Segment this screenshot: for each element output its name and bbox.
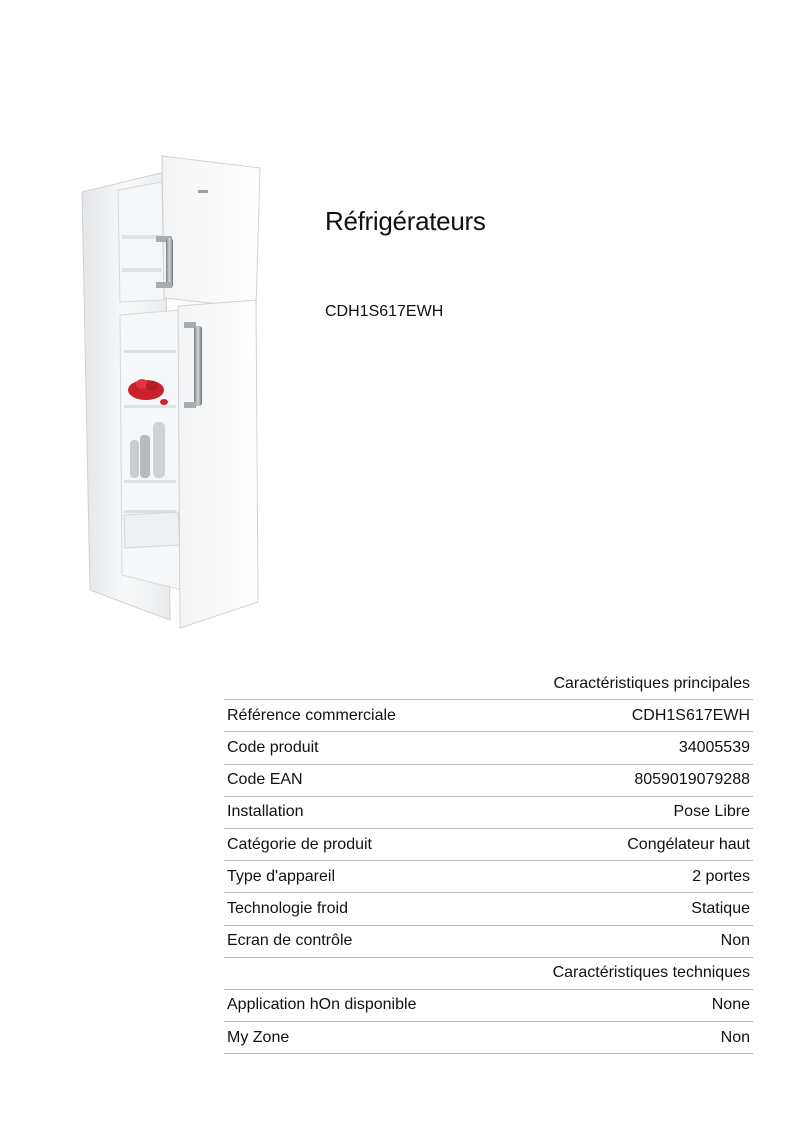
spec-value: Non — [483, 1022, 753, 1054]
page-title: Réfrigérateurs — [325, 206, 486, 236]
table-row — [224, 764, 753, 796]
section-heading: Caractéristiques principales — [483, 668, 753, 700]
spec-value: None — [483, 989, 753, 1021]
spec-value: 2 portes — [483, 861, 753, 893]
spec-label: Technologie froid — [224, 893, 483, 925]
spec-label: Application hOn disponible — [224, 989, 483, 1021]
spec-value: 8059019079288 — [483, 764, 753, 796]
table-row — [224, 1022, 753, 1054]
spec-value: Non — [483, 925, 753, 957]
table-row — [224, 796, 753, 828]
section-heading-spacer — [224, 957, 483, 989]
table-row — [224, 861, 753, 893]
product-code: CDH1S617EWH — [325, 303, 444, 320]
spec-label: Installation — [224, 796, 483, 828]
spec-label: My Zone — [224, 1022, 483, 1054]
section-heading-row — [224, 668, 753, 700]
spec-label: Référence commerciale — [224, 700, 483, 732]
section-heading: Caractéristiques techniques — [483, 957, 753, 989]
spec-value: Congélateur haut — [483, 828, 753, 860]
table-row — [224, 893, 753, 925]
spec-value: Pose Libre — [483, 796, 753, 828]
fridge-freezer-image — [70, 150, 270, 635]
table-row — [224, 732, 753, 764]
spec-label: Code EAN — [224, 764, 483, 796]
section-heading-spacer — [224, 668, 483, 700]
table-row — [224, 828, 753, 860]
spec-label: Catégorie de produit — [224, 828, 483, 860]
spec-value: Statique — [483, 893, 753, 925]
spec-label: Type d'appareil — [224, 861, 483, 893]
spec-label: Ecran de contrôle — [224, 925, 483, 957]
spec-value: CDH1S617EWH — [483, 700, 753, 732]
table-row — [224, 989, 753, 1021]
table-row — [224, 925, 753, 957]
spec-table — [224, 668, 753, 1054]
spec-label: Code produit — [224, 732, 483, 764]
section-heading-row — [224, 957, 753, 989]
table-row — [224, 700, 753, 732]
spec-value: 34005539 — [483, 732, 753, 764]
